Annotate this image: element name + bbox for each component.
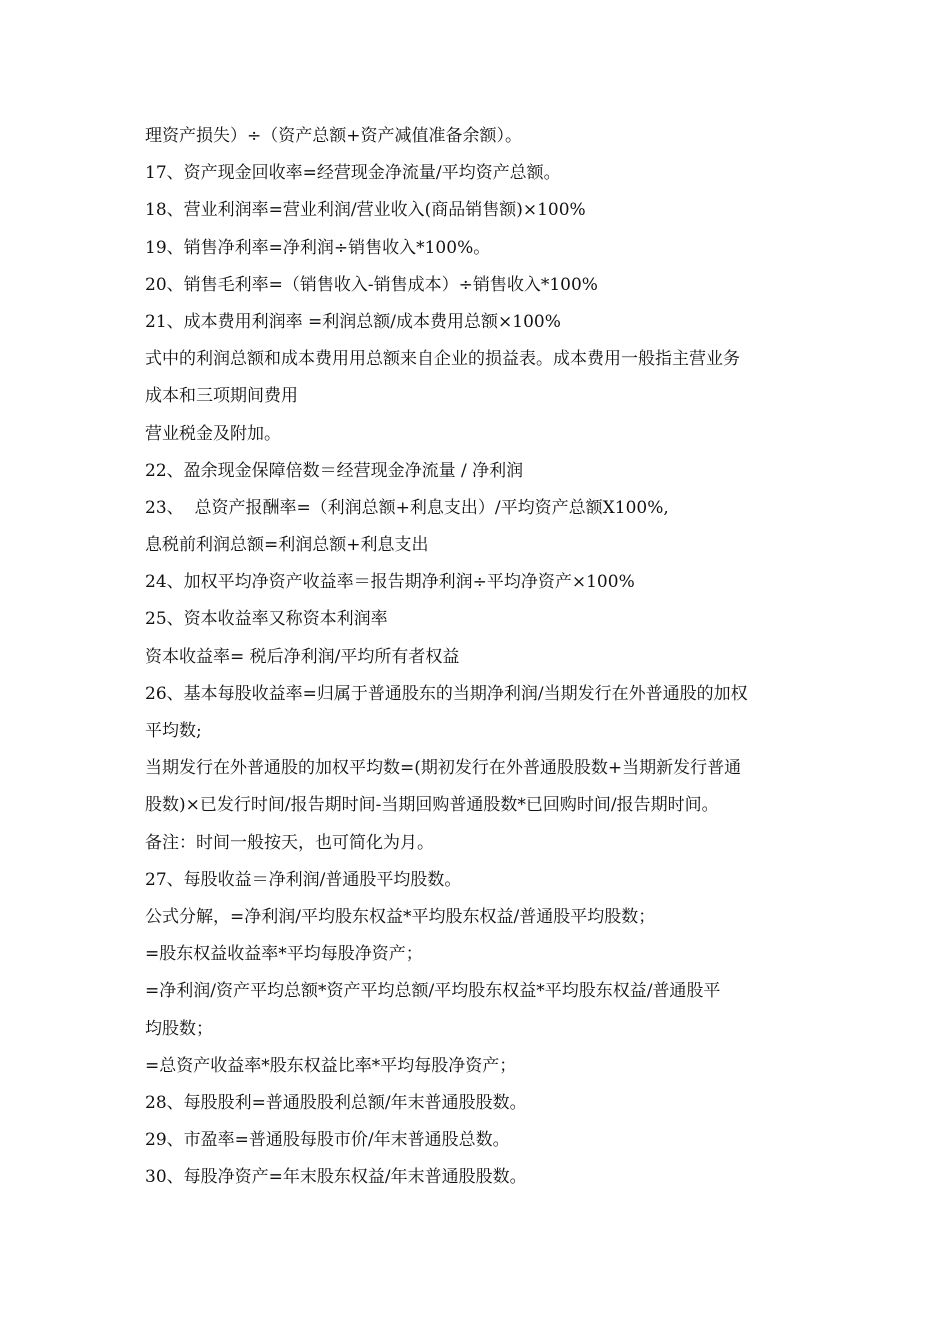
text-line: 资本收益率= 税后净利润/平均所有者权益 — [145, 646, 460, 667]
text-line: 备注：时间一般按天，也可简化为月。 — [145, 832, 434, 853]
text-line: =股东权益收益率*平均每股净资产； — [145, 944, 423, 965]
text-line: 20、销售毛利率=（销售收入-销售成本）÷销售收入*100% — [145, 274, 598, 295]
text-line: 成本和三项期间费用 — [145, 386, 298, 407]
text-line: 股数)×已发行时间/报告期时间-当期回购普通股数*已回购时间/报告期时间。 — [145, 795, 719, 816]
text-line: 26、基本每股收益率=归属于普通股东的当期净利润/当期发行在外普通股的加权 — [145, 683, 748, 704]
text-line: 28、每股股利=普通股股利总额/年末普通股股数。 — [145, 1092, 527, 1113]
text-line: 27、每股收益＝净利润/普通股平均股数。 — [145, 869, 462, 890]
text-line: 平均数; — [145, 721, 202, 741]
text-line: 29、市盈率=普通股每股市价/年末普通股总数。 — [145, 1130, 510, 1151]
text-line: 当期发行在外普通股的加权平均数=(期初发行在外普通股股数+当期新发行普通 — [145, 758, 742, 779]
text-line: 18、营业利润率=营业利润/营业收入(商品销售额)×100% — [145, 200, 586, 221]
text-line: 营业税金及附加。 — [145, 423, 281, 444]
text-line: 理资产损失）÷（资产总额+资产减值准备余额）。 — [145, 126, 522, 146]
text-line: 23、 总资产报酬率=（利润总额+利息支出）/平均资产总额X100%, — [145, 497, 669, 518]
text-line: =净利润/资产平均总额*资产平均总额/平均股东权益*平均股东权益/普通股平 — [145, 981, 721, 1002]
document-body — [145, 118, 825, 1196]
text-line: 24、加权平均净资产收益率＝报告期净利润÷平均净资产×100% — [145, 572, 635, 593]
text-line: 17、资产现金回收率=经营现金净流量/平均资产总额。 — [145, 163, 561, 184]
text-line: =总资产收益率*股东权益比率*平均每股净资产； — [145, 1055, 517, 1076]
text-line: 公式分解，=净利润/平均股东权益*平均股东权益/普通股平均股数； — [145, 906, 656, 927]
text-line: 21、成本费用利润率 =利润总额/成本费用总额×100% — [145, 311, 561, 332]
text-line: 25、资本收益率又称资本利润率 — [145, 609, 388, 630]
text-line: 息税前利润总额=利润总额+利息支出 — [145, 535, 429, 556]
text-line: 22、盈余现金保障倍数＝经营现金净流量 / 净利润 — [145, 460, 524, 481]
text-line: 均股数； — [145, 1018, 213, 1039]
text-line: 19、销售净利率=净利润÷销售收入*100%。 — [145, 237, 491, 258]
text-line: 式中的利润总额和成本费用用总额来自企业的损益表。成本费用一般指主营业务 — [145, 349, 740, 370]
text-line: 30、每股净资产=年末股东权益/年末普通股股数。 — [145, 1167, 527, 1188]
